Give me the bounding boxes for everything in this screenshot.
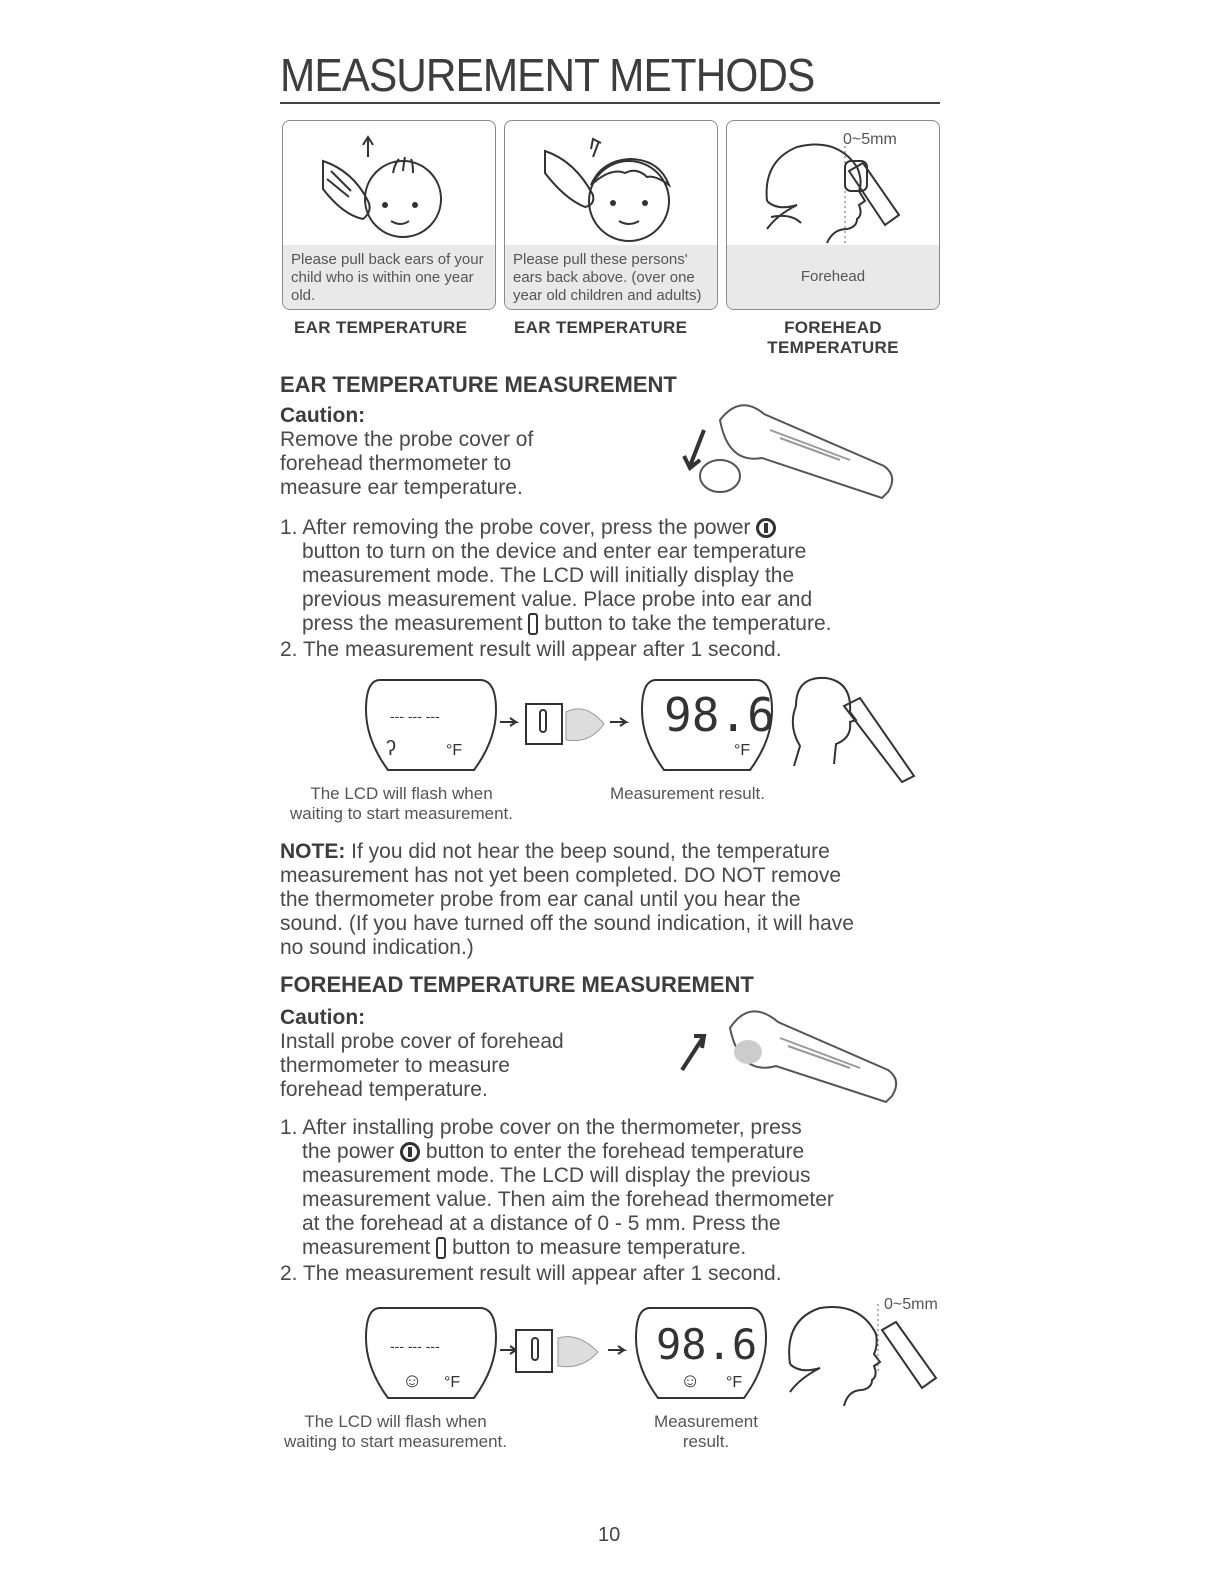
page-number: 10 [598, 1524, 621, 1546]
title-divider [280, 102, 940, 104]
panel-label-forehead: FOREHEAD TEMPERATURE [767, 318, 899, 357]
ear-caution-text [280, 428, 533, 500]
ear-section-heading: EAR TEMPERATURE MEASUREMENT [280, 372, 677, 397]
text-line: sound. (If you have turned off the sound indication, it will have [280, 912, 854, 935]
ear-caution-label: Caution: [280, 404, 366, 427]
text-span: measurement [302, 1236, 431, 1259]
text-line: measurement value. Then aim the forehead thermometer [302, 1188, 834, 1211]
note-label: NOTE: [280, 840, 346, 863]
forehead-section-heading: FOREHEAD TEMPERATURE MEASUREMENT [280, 972, 754, 997]
infant-ear-illustration [283, 121, 495, 245]
distance-label: 0~5mm [884, 1296, 938, 1313]
ear-icon: ʔ [386, 738, 396, 760]
text-line: measure ear temperature. [280, 476, 523, 499]
ear-infant-panel [282, 120, 496, 310]
lcd-unit: °F [444, 1374, 461, 1391]
forehead-caution-text [280, 1030, 564, 1102]
distance-label: 0~5mm [843, 131, 897, 148]
ear-lcd-sequence [360, 676, 940, 780]
text-line: waiting to start measurement. [290, 804, 513, 823]
lcd-unit: °F [734, 742, 751, 759]
forehead-panel [726, 120, 940, 310]
smiley-icon: ☺ [402, 1370, 423, 1392]
lcd-unit: °F [726, 1374, 743, 1391]
lcd-result-value: 98.6 [664, 688, 775, 742]
ear-lcd-caption-left [290, 784, 513, 824]
text-line: the thermometer probe from ear canal until you hear the [280, 888, 801, 911]
text-line: The LCD will flash when [304, 1412, 487, 1431]
forehead-lcd-caption-right [636, 1412, 776, 1452]
forehead-illustration [727, 121, 939, 245]
forehead-step-2: 2. The measurement result will appear after 1 second. [280, 1262, 782, 1285]
text-line: 1. After installing probe cover on the thermometer, press [280, 1116, 802, 1139]
adult-ear-illustration [505, 121, 717, 245]
forehead-step-1 [280, 1116, 834, 1260]
lcd-wait-dashes: --- --- --- [390, 1338, 440, 1354]
text-line: previous measurement value. Place probe into ear and [302, 588, 813, 611]
text-span: If you did not hear the beep sound, the temperature [351, 840, 830, 863]
text-line: Remove the probe cover of [280, 428, 534, 451]
measurement-button-icon [436, 1237, 446, 1259]
ear-adult-caption: Please pull these persons' ears back above. (over one year old children and adults) [505, 245, 717, 309]
lcd-result-value: 98.6 [656, 1320, 758, 1369]
text-line: The LCD will flash when [310, 784, 493, 803]
ear-lcd-caption-right: Measurement result. [610, 784, 765, 803]
text-line: Install probe cover of forehead [280, 1030, 564, 1053]
text-line: forehead thermometer to [280, 452, 512, 475]
ear-step-2: 2. The measurement result will appear after 1 second. [280, 638, 782, 661]
lcd-unit: °F [446, 742, 463, 759]
forehead-caution-label: Caution: [280, 1006, 366, 1029]
text-span: button to take the temperature. [544, 612, 832, 635]
text-span: button to measure temperature. [452, 1236, 747, 1259]
text-span: the power [302, 1140, 395, 1163]
text-line: measurement mode. The LCD will display the previous [302, 1164, 811, 1187]
text-line: forehead temperature. [280, 1078, 488, 1101]
text-line: Measurement [654, 1412, 758, 1431]
page-title: MEASUREMENT METHODS [280, 49, 815, 101]
text-line: thermometer to measure [280, 1054, 510, 1077]
text-line: no sound indication.) [280, 936, 474, 959]
probe-cover-removal-illustration [660, 390, 910, 510]
power-icon [400, 1142, 420, 1162]
measurement-button-icon [528, 613, 538, 635]
text-span: press the measurement [302, 612, 523, 635]
text-line: measurement mode. The LCD will initially display the [302, 564, 795, 587]
probe-cover-install-illustration [670, 998, 900, 1108]
panel-label-ear-1: EAR TEMPERATURE [294, 318, 468, 337]
text-line: button to turn on the device and enter ear temperature [302, 540, 807, 563]
text-span: 1. After removing the probe cover, press the power [280, 516, 751, 539]
text-line: waiting to start measurement. [284, 1432, 507, 1451]
note-block [280, 840, 854, 960]
text-span: button to enter the forehead temperature [425, 1140, 805, 1163]
text-line: at the forehead at a distance of 0 - 5 mm. Press the [302, 1212, 781, 1235]
power-icon [756, 518, 776, 538]
text-line: measurement has not yet been completed. DO NOT remove [280, 864, 842, 887]
lcd-wait-dashes: --- --- --- [390, 708, 440, 724]
forehead-lcd-caption-left [284, 1412, 507, 1452]
panel-label-ear-2: EAR TEMPERATURE [514, 318, 688, 337]
ear-step-1 [280, 516, 831, 636]
text-line: result. [682, 1432, 730, 1451]
smiley-icon: ☺ [680, 1370, 701, 1392]
ear-adult-panel [504, 120, 718, 310]
ear-infant-caption: Please pull back ears of your child who is within one year old. [283, 245, 495, 309]
forehead-caption: Forehead [727, 245, 939, 309]
